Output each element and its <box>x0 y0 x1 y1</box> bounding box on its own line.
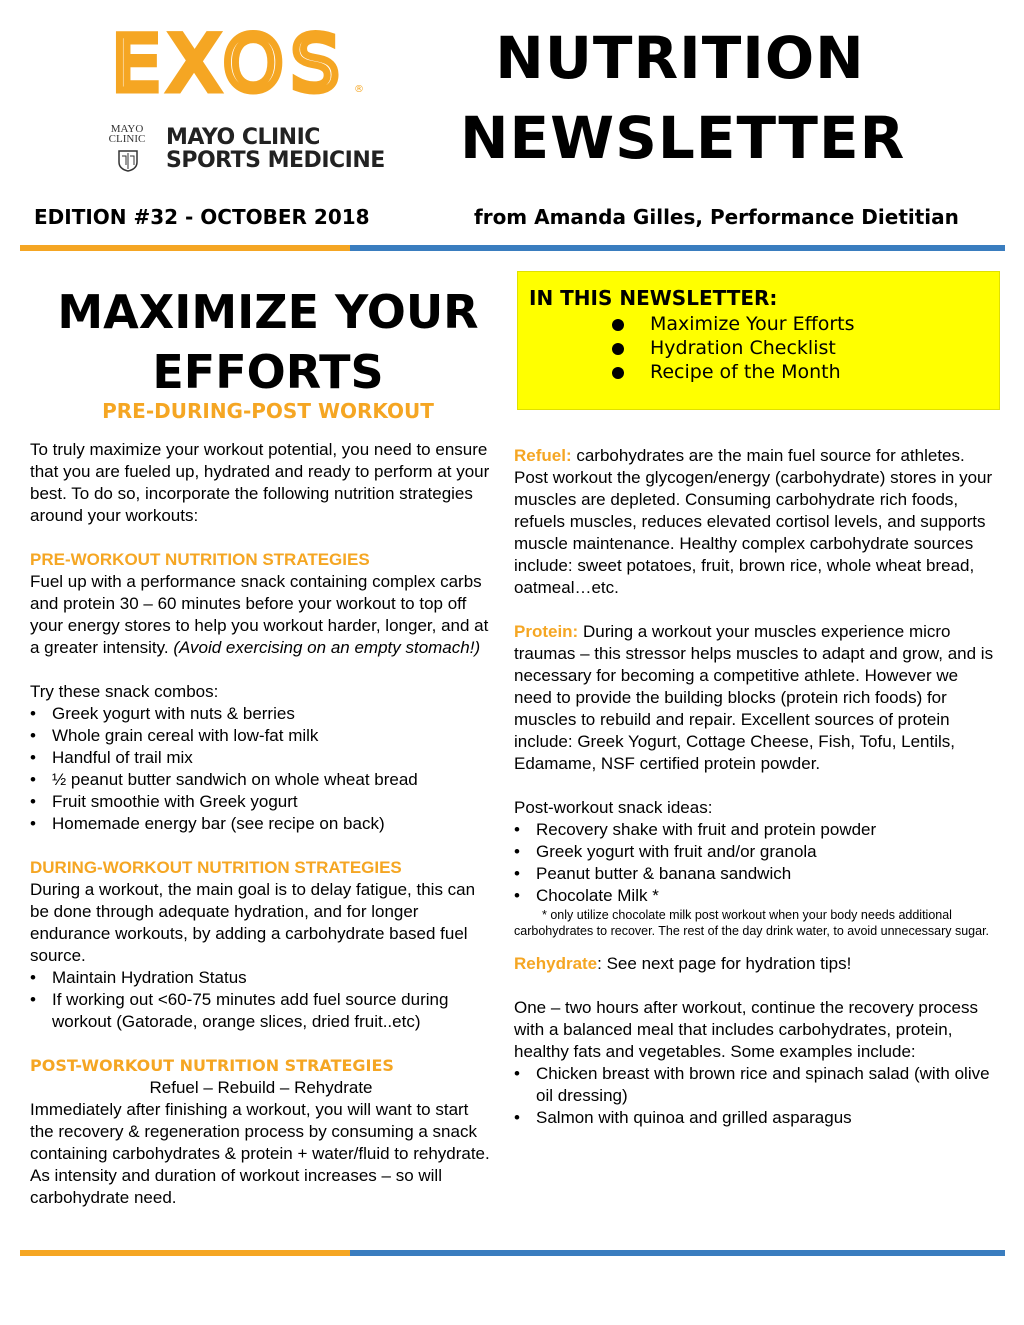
rehydrate-colon: : <box>597 954 602 973</box>
during-list <box>30 967 492 1033</box>
protein-paragraph <box>514 621 998 775</box>
title-line-2: NEWSLETTER <box>460 104 906 172</box>
toc-item <box>612 336 855 360</box>
toc-title: IN THIS NEWSLETTER: <box>529 286 778 310</box>
article-heading-line-2: EFFORTS <box>152 345 384 399</box>
bullet-icon <box>612 343 624 355</box>
title-line-1: NUTRITION <box>495 24 865 92</box>
pre-workout-italic-note: (Avoid exercising on an empty stomach!) <box>173 638 481 657</box>
article-heading <box>30 282 506 402</box>
list-item: • If working out <60-75 minutes add fuel source during workout (Gatorade, orange slices, dried fruit..etc) <box>30 989 492 1033</box>
list-item: • Handful of trail mix <box>30 747 492 769</box>
right-column <box>514 445 998 1129</box>
exos-logo <box>110 26 370 98</box>
list-item: • Greek yogurt with nuts & berries <box>30 703 492 725</box>
pre-workout-paragraph <box>30 571 492 659</box>
refuel-label: Refuel: <box>514 446 572 465</box>
list-item: • Chicken breast with brown rice and spinach salad (with olive oil dressing) <box>514 1063 998 1107</box>
snack-list <box>30 703 492 835</box>
intro-paragraph: To truly maximize your workout potential, you need to ensure that you are fueled up, hydrated and ready to perform at your best. To do so, incorporate the following nutrition strategies around your workouts: <box>30 440 490 525</box>
bullet-icon <box>612 367 624 379</box>
post-workout-tagline: Refuel – Rebuild – Rehydrate <box>149 1078 373 1097</box>
refuel-text: carbohydrates are the main fuel source for athletes. Post workout the glycogen/energy (carbohydrate) stores in your muscles are depleted. Consuming carbohydrate rich foods, refuels muscles, reduces elevated cortisol levels, and supports muscle maintenance. Healthy complex carbohydrate sources include: sweet potatoes, fruit, brown rice, whole wheat bread, oatmeal…etc. <box>514 446 993 597</box>
rehydrate-text: See next page for hydration tips! <box>601 954 852 973</box>
pre-workout-text: Fuel up with a performance snack containing complex carbs and protein 30 – 60 minutes before your workout to top off your energy stores to help you workout harder, longer, and at a greater intensity. <box>30 572 489 657</box>
registered-mark-icon: ® <box>354 84 364 95</box>
top-divider-blue <box>350 245 1005 251</box>
list-item: • Fruit smoothie with Greek yogurt <box>30 791 492 813</box>
post-workout-paragraph: Immediately after finishing a workout, you will want to start the recovery & regeneration process by consuming a snack containing carbohydrates & protein + water/fluid to rehydrate. As intensity and duration of workout increases – so will carbohydrate need. <box>30 1100 490 1207</box>
toc-item-label: Recipe of the Month <box>650 361 841 383</box>
during-workout-heading: DURING-WORKOUT NUTRITION STRATEGIES <box>30 858 402 877</box>
top-divider-orange <box>20 245 350 251</box>
snack-intro: Try these snack combos: <box>30 682 219 701</box>
post-snack-list <box>514 819 998 907</box>
refuel-paragraph <box>514 445 998 599</box>
during-workout-paragraph: During a workout, the main goal is to delay fatigue, this can be done through adequate hydration, and for longer endurance workouts, by adding a carbohydrate based fuel source. <box>30 880 476 965</box>
post-snack-intro: Post-workout snack ideas: <box>514 798 713 817</box>
list-item: • ½ peanut butter sandwich on whole wheat bread <box>30 769 492 791</box>
list-item: • Greek yogurt with fruit and/or granola <box>514 841 998 863</box>
mayo-sports-medicine-wordmark <box>166 126 385 172</box>
list-item: • Recovery shake with fruit and protein powder <box>514 819 998 841</box>
newsletter-title <box>460 18 906 178</box>
rehydrate-paragraph <box>514 953 998 975</box>
mayo-line-2: SPORTS MEDICINE <box>166 148 385 173</box>
protein-label: Protein: <box>514 622 579 641</box>
mayo-small-wordmark: MAYO CLINIC <box>108 123 146 145</box>
bottom-divider-blue <box>350 1250 1005 1256</box>
toc-item-label: Hydration Checklist <box>650 337 836 359</box>
post-workout-heading: POST-WORKOUT NUTRITION STRATEGIES <box>30 1056 394 1075</box>
meal-list <box>514 1063 998 1129</box>
mayo-shield-icon <box>118 150 138 172</box>
toc-item <box>612 360 855 384</box>
protein-text: During a workout your muscles experience micro traumas – this stressor helps muscles to adapt and grow, and is necessary for becoming a competitive athlete. However we need to provide the building blocks (protein rich foods) for muscles to rebuild and repair. Excellent sources of protein include: Greek Yogurt, Cottage Cheese, Fish, Tofu, Lentils, Edamame, NSF certified protein powder. <box>514 622 994 773</box>
article-subheading: PRE-DURING-POST WORKOUT <box>102 399 434 423</box>
left-column <box>30 439 492 1209</box>
meal-paragraph: One – two hours after workout, continue the recovery process with a balanced meal that includes carbohydrates, protein, healthy fats and vegetables. Some examples include: <box>514 998 978 1061</box>
bottom-divider-orange <box>20 1250 350 1256</box>
toc-list <box>612 312 855 384</box>
list-item: • Salmon with quinoa and grilled asparagus <box>514 1107 998 1129</box>
list-item: • Homemade energy bar (see recipe on back) <box>30 813 492 835</box>
toc-item <box>612 312 855 336</box>
mayo-line-1: MAYO CLINIC <box>166 125 320 150</box>
bullet-icon <box>612 319 624 331</box>
edition-label: EDITION #32 - OCTOBER 2018 <box>34 205 370 229</box>
author-line: from Amanda Gilles, Performance Dietitian <box>474 205 959 229</box>
list-item: • Peanut butter & banana sandwich <box>514 863 998 885</box>
list-item: • Maintain Hydration Status <box>30 967 492 989</box>
exos-logo-text: EXOS <box>112 26 348 98</box>
mayo-clinic-logo <box>106 123 385 178</box>
rehydrate-label: Rehydrate <box>514 954 598 973</box>
article-heading-line-1: MAXIMIZE YOUR <box>57 285 479 339</box>
chocolate-milk-note: * only utilize chocolate milk post workout when your body needs additional carbohydrates to recover. The rest of the day drink water, to avoid unnecessary sugar. <box>514 908 990 938</box>
toc-item-label: Maximize Your Efforts <box>650 313 855 335</box>
list-item: • Whole grain cereal with low-fat milk <box>30 725 492 747</box>
toc-box <box>517 271 1000 410</box>
list-item: • Chocolate Milk * <box>514 885 998 907</box>
pre-workout-heading: PRE-WORKOUT NUTRITION STRATEGIES <box>30 550 370 569</box>
